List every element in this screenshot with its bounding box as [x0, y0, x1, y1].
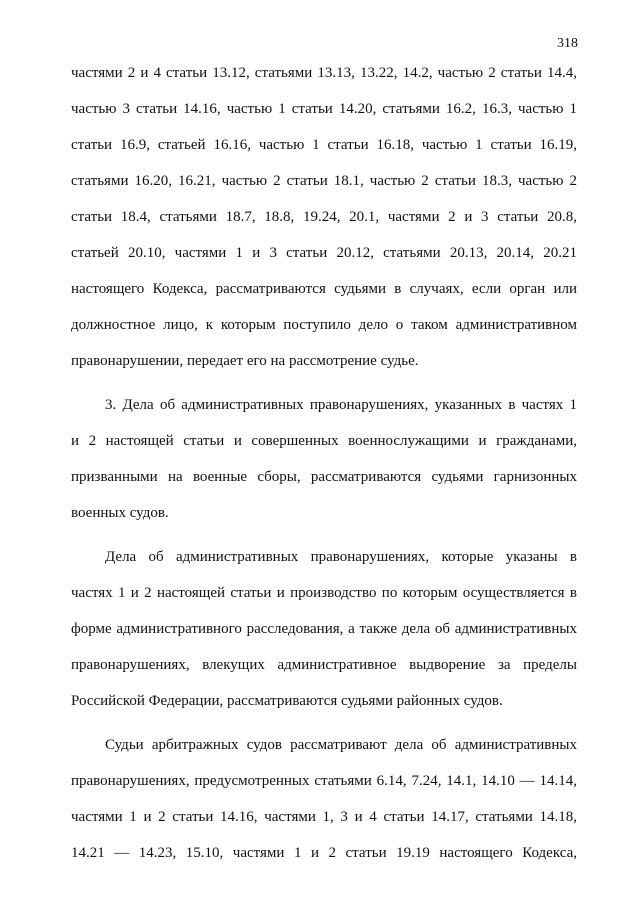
text-line: и 2 настоящей статьи и совершенных военнослужащими и гражданами, [71, 433, 577, 449]
paragraph-2 [71, 394, 577, 538]
text-line: правонарушении, передает его на рассмотрение судье. [71, 353, 419, 369]
paragraph-gap [71, 386, 577, 394]
paragraph-1 [71, 62, 577, 386]
text-line: Российской Федерации, рассматриваются судьями районных судов. [71, 693, 503, 709]
paragraph-gap [71, 726, 577, 734]
text-line: статьей 20.10, частями 1 и 3 статьи 20.12, статьями 20.13, 20.14, 20.21 [71, 245, 577, 261]
text-line: частях 1 и 2 настоящей статьи и производство по которым осуществляется в [71, 585, 577, 601]
text-line: правонарушениях, влекущих административное выдворение за пределы [71, 657, 577, 673]
text-line: правонарушениях, предусмотренных статьями 6.14, 7.24, 14.1, 14.10 — 14.14, [71, 773, 577, 789]
document-body [71, 62, 577, 878]
page-number: 318 [557, 36, 578, 51]
text-line: статьями 16.20, 16.21, частью 2 статьи 18.1, частью 2 статьи 18.3, частью 2 [71, 173, 577, 189]
text-line: частями 2 и 4 статьи 13.12, статьями 13.13, 13.22, 14.2, частью 2 статьи 14.4, [71, 65, 577, 81]
text-line: призванными на военные сборы, рассматриваются судьями гарнизонных [71, 469, 577, 485]
text-line: настоящего Кодекса, рассматриваются судьями в случаях, если орган или [71, 281, 577, 297]
text-line: форме административного расследования, а также дела об административных [71, 621, 577, 637]
text-line: должностное лицо, к которым поступило дело о таком административном [71, 317, 577, 333]
text-line: частью 3 статьи 14.16, частью 1 статьи 14.20, статьями 16.2, 16.3, частью 1 [71, 101, 577, 117]
text-line: военных судов. [71, 505, 169, 521]
text-line: частями 1 и 2 статьи 14.16, частями 1, 3 и 4 статьи 14.17, статьями 14.18, [71, 809, 577, 825]
paragraph-3 [71, 546, 577, 726]
text-line: статьи 16.9, статьей 16.16, частью 1 статьи 16.18, частью 1 статьи 16.19, [71, 137, 577, 153]
text-line: 14.21 — 14.23, 15.10, частями 1 и 2 статьи 19.19 настоящего Кодекса, [71, 845, 577, 861]
text-line: статьи 18.4, статьями 18.7, 18.8, 19.24, 20.1, частями 2 и 3 статьи 20.8, [71, 209, 577, 225]
text-line: 3. Дела об административных правонарушениях, указанных в частях 1 [105, 397, 577, 413]
paragraph-4 [71, 734, 577, 878]
text-line: Дела об административных правонарушениях, которые указаны в [105, 549, 577, 565]
text-line: Судьи арбитражных судов рассматривают дела об административных [105, 737, 577, 753]
paragraph-gap [71, 538, 577, 546]
